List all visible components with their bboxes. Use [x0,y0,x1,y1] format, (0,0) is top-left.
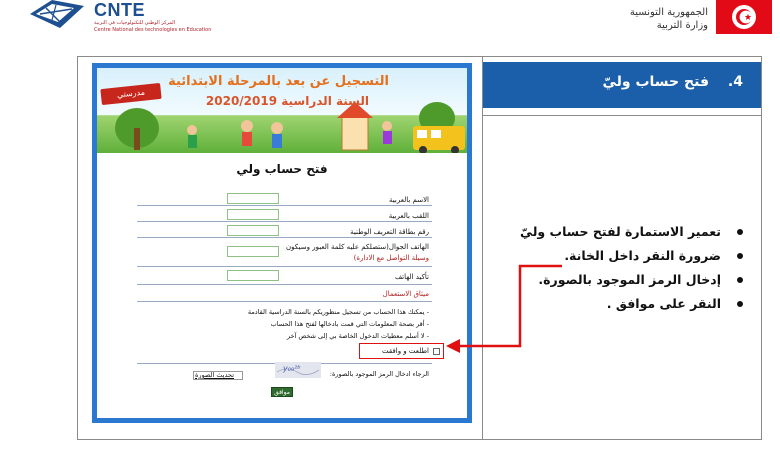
captcha-image [275,362,321,378]
charter-line-2: - أقر بصحة المعلومات التي قمت بادخالها لفتح هذا الحساب [270,320,429,328]
bullet-icon [737,277,743,283]
first-name-label: الاسم بالعربية [389,196,429,204]
banner-badge: مدرستي [100,83,161,105]
mobile-phone-note: وسيلة التواصل مع الادارة) [353,254,429,262]
registration-form-screenshot [92,63,472,423]
org-subtitle-ar: المركز الوطني للتكنولوجيات في التربية [94,20,176,26]
tunisia-flag-icon [716,0,772,34]
org-name: CNTE [94,0,145,20]
mobile-phone-label: الهاتف الجوال(ستصلكم عليه كلمة العبور وسيكون [286,243,429,251]
charter-line-3: - لا أسلم معطيات الدخول الخاصة بي إلى شخص آخر [286,332,429,340]
ministry-line-2: وزارة التربية [656,20,708,31]
instruction-list [497,220,747,316]
captcha-text: y₀₉²ᵇ [283,364,301,373]
consent-checkbox-row[interactable] [359,343,444,359]
national-id-input[interactable] [227,225,279,236]
banner-title: التسجيل عن بعد بالمرحلة الابتدائية [168,74,389,89]
step-number: 4. [727,74,743,90]
instruction-item: ضرورة النقر داخل الخانة. [497,244,747,268]
cnte-logo-icon [30,0,84,28]
org-subtitle-fr: Centre National des technologies en Education [94,27,212,33]
national-id-label: رقم بطاقة التعريف الوطنية [350,228,429,236]
confirm-phone-label: تأكيد الهاتف [394,273,429,281]
mobile-phone-input[interactable] [227,246,279,257]
bullet-icon [737,301,743,307]
captcha-refresh-link[interactable]: تحديث الصورة [195,371,234,379]
step-title: فتح حساب وليّ [602,74,709,90]
last-name-label: اللقب بالعربية [388,212,429,220]
ministry-line-1: الجمهورية التونسية [629,7,708,18]
cnte-header [30,0,270,40]
captcha-label: الرجاء ادخال الرمز الموجود بالصورة: [329,370,429,378]
ministry-text [630,6,708,32]
consent-checkbox[interactable] [433,348,440,355]
ministry-header [570,0,780,40]
instructions-cell [483,57,761,439]
banner [97,68,467,153]
form-title: فتح حساب ولي [236,162,328,176]
confirm-phone-input[interactable] [227,270,279,281]
bullet-icon [737,253,743,259]
step-header [483,62,761,108]
charter-line-1: - يمكنك هذا الحساب من تسجيل منظوريكم بالسنة الدراسية القادمة [247,308,429,316]
instruction-item: إدخال الرمز الموجود بالصورة. [497,268,747,292]
first-name-input[interactable] [227,193,279,204]
screenshot-cell [78,57,483,439]
banner-year: السنة الدراسية 2020/2019 [205,94,369,108]
charter-title: ميثاق الاستعمال [382,290,429,298]
last-name-input[interactable] [227,209,279,220]
instruction-item: تعمير الاستمارة لفتح حساب وليّ [497,220,747,244]
bullet-icon [737,229,743,235]
consent-label: اطلعت و وافقت [381,347,429,355]
step-table [77,56,762,440]
instruction-item: النقر على موافق . [497,292,747,316]
ok-button[interactable]: موافق [271,387,293,397]
